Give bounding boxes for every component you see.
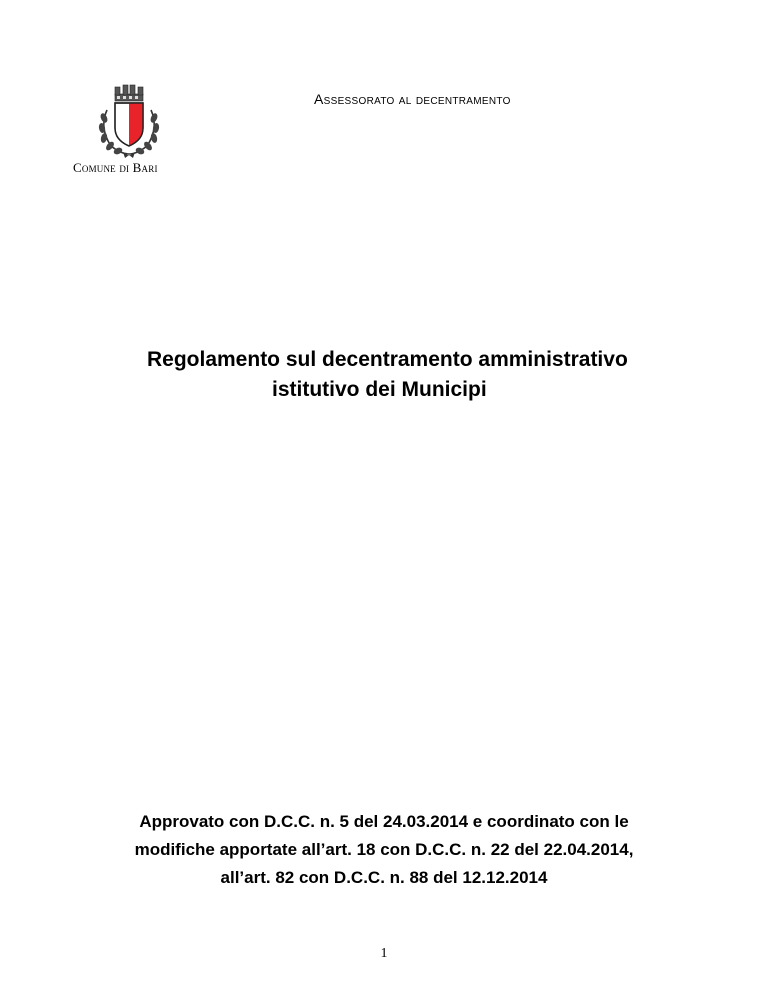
approval-note (40, 808, 728, 892)
municipality-name: Comune di Bari (73, 160, 158, 175)
approval-line-3: all’art. 82 con D.C.C. n. 88 del 12.12.2014 (220, 868, 548, 887)
page-number: 1 (380, 946, 388, 961)
document-title-line-1: Regolamento sul decentramento amministrativo (147, 348, 628, 371)
approval-line-1: Approvato con D.C.C. n. 5 del 24.03.2014 e coordinato con le (139, 812, 629, 831)
document-title-line-2: istitutivo dei Municipi (272, 378, 487, 401)
department-heading: Assessorato al decentramento (314, 91, 511, 107)
bari-coat-of-arms-icon (93, 84, 165, 158)
approval-line-2: modifiche apportate all’art. 18 con D.C.C. n. 22 del 22.04.2014, (134, 840, 634, 859)
